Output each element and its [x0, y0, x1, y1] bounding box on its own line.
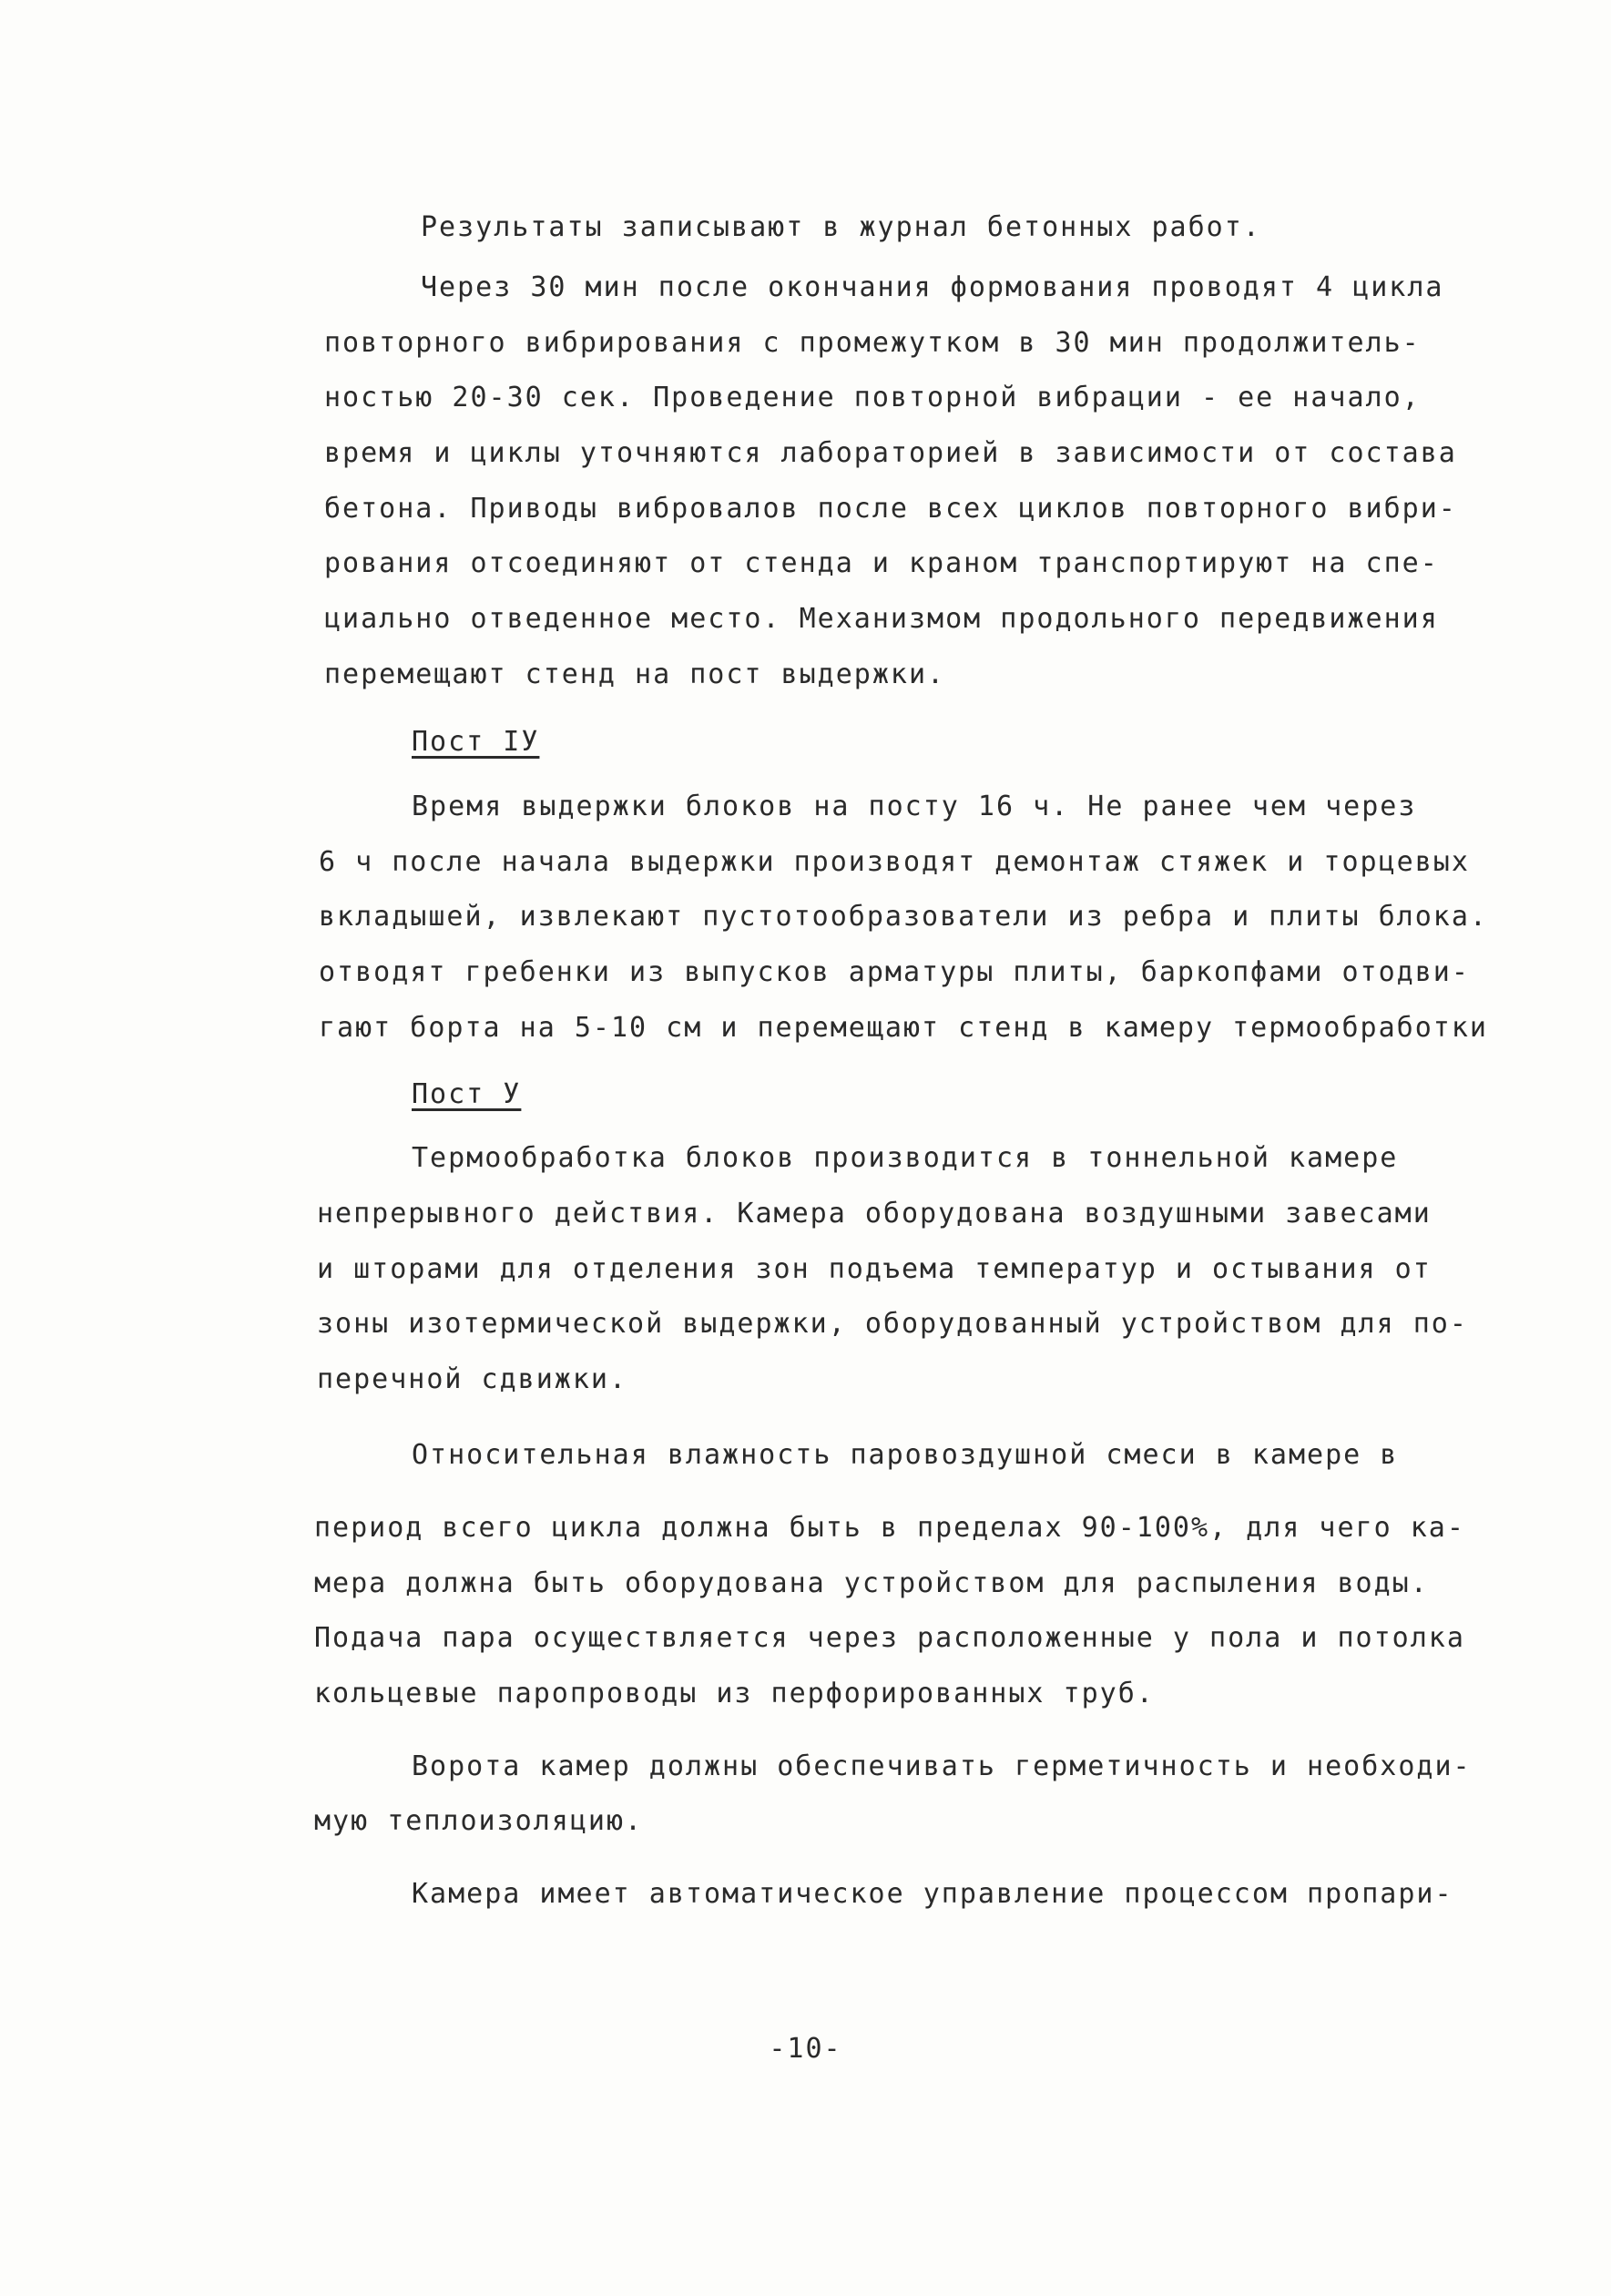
- text-line: вкладышей, извлекают пустотообразователи из ребра и плиты блока.: [319, 901, 1488, 933]
- text-line: рования отсоединяют от стенда и краном транспортируют на спе-: [324, 547, 1439, 579]
- text-line: отводят гребенки из выпусков арматуры плиты, баркопфами отодви-: [319, 956, 1470, 988]
- text-line: Время выдержки блоков на посту 16 ч. Не ранее чем через: [412, 791, 1417, 822]
- page-number: -10-: [769, 2033, 842, 2065]
- text-line: Относительная влажность паровоздушной смеси в камере в: [412, 1439, 1399, 1471]
- text-line: бетона. Приводы вибровалов после всех циклов повторного вибри-: [324, 493, 1457, 525]
- text-line: Через 30 мин после окончания формования проводят 4 цикла: [421, 271, 1444, 303]
- text-line: Ворота камер должны обеспечивать герметичность и необходи-: [412, 1750, 1472, 1782]
- section-heading-post-4: Пост IУ: [412, 726, 540, 758]
- text-line: и шторами для отделения зон подъема температур и остывания от: [317, 1253, 1432, 1285]
- text-line: Термообработка блоков производится в тоннельной камере: [412, 1142, 1399, 1174]
- text-line: 6 ч после начала выдержки производят демонтаж стяжек и торцевых: [319, 846, 1470, 878]
- section-heading-post-5: Пост У: [412, 1078, 522, 1110]
- text-line: перечной сдвижки.: [317, 1363, 628, 1395]
- text-line: мера должна быть оборудована устройством для распыления воды.: [314, 1567, 1429, 1599]
- text-line: зоны изотермической выдержки, оборудованный устройством для по-: [317, 1308, 1468, 1340]
- text-line: непрерывного действия. Камера оборудована воздушными завесами: [317, 1198, 1432, 1230]
- text-line: циально отведенное место. Механизмом продольного передвижения: [324, 603, 1439, 635]
- text-line: гают борта на 5-10 см и перемещают стенд в камеру термообработки: [319, 1012, 1488, 1044]
- text-line: мую теплоизоляцию.: [314, 1805, 644, 1837]
- text-line: Камера имеет автоматическое управление процессом пропари-: [412, 1878, 1453, 1910]
- text-line: время и циклы уточняются лабораторией в зависимости от состава: [324, 437, 1457, 469]
- text-line: Результаты записывают в журнал бетонных работ.: [421, 211, 1261, 243]
- text-line: Подача пара осуществляется через расположенные у пола и потолка: [314, 1622, 1465, 1654]
- text-line: ностью 20-30 сек. Проведение повторной вибрации - ее начало,: [324, 382, 1421, 413]
- text-line: перемещают стенд на пост выдержки.: [324, 658, 946, 690]
- text-line: повторного вибрирования с промежутком в 30 мин продолжитель-: [324, 327, 1421, 359]
- text-line: кольцевые паропроводы из перфорированных труб.: [314, 1678, 1155, 1709]
- text-line: период всего цикла должна быть в пределах 90-100%, для чего ка-: [314, 1512, 1465, 1544]
